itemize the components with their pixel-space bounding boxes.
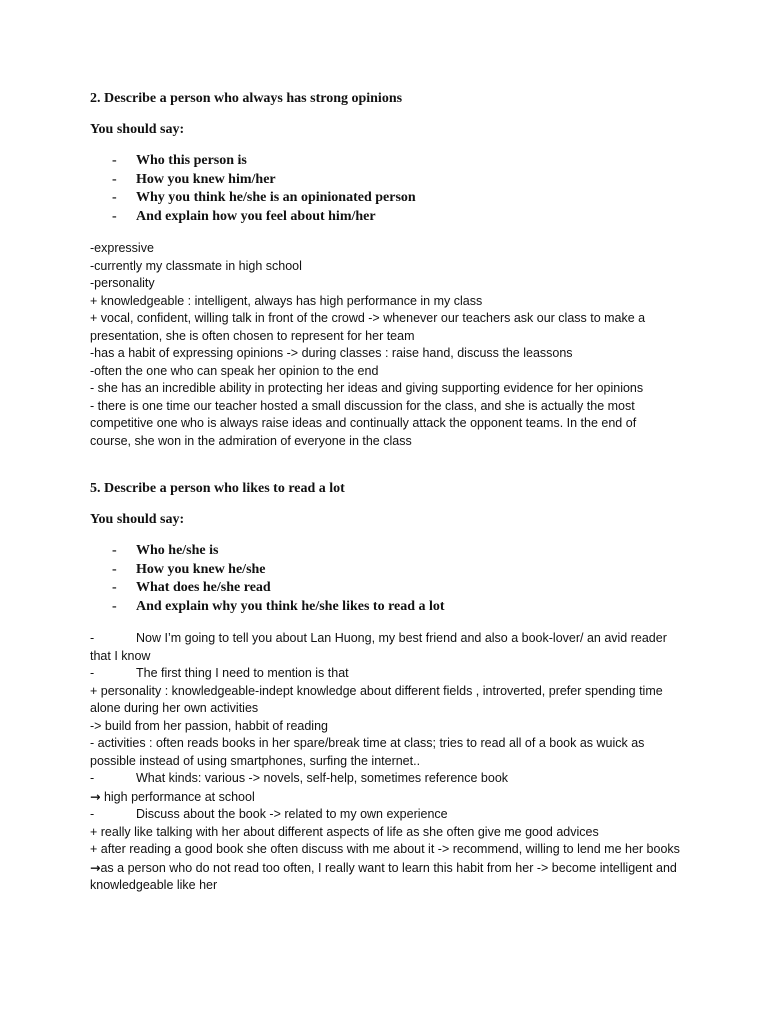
note-line: - there is one time our teacher hosted a small discussion for the class, and she is actually the most competitive one who is always raise ideas and continually attack the opponent teams. In the end of course, she won in the admiration of everyone in the class: [90, 398, 637, 448]
note-line: -has a habit of expressing opinions -> during classes : raise hand, discuss the leassons: [90, 346, 573, 360]
arrow-right-icon: →: [90, 788, 101, 804]
bullet-dash: -: [112, 190, 117, 205]
bullet-dash: -: [90, 631, 95, 645]
bullet-dash: -: [112, 208, 117, 224]
section-spacer: [90, 450, 680, 480]
note-line: + knowledgeable : intelligent, always has high performance in my class: [90, 293, 483, 308]
section2-you-should-say: You should say:: [90, 512, 185, 527]
bullet-dash: -: [112, 171, 117, 187]
bullet-dash: -: [112, 598, 117, 614]
section2-heading: 5. Describe a person who likes to read a lot: [90, 481, 345, 496]
note-line: - activities : often reads books in her spare/break time at class; tries to read all of a book as wuick as possible instead of using smartphones, surfing the internet..: [90, 736, 645, 768]
note-line: + really like talking with her about different aspects of life as she often give me good advices: [90, 824, 599, 839]
section1-heading: 2. Describe a person who always has strong opinions: [90, 91, 403, 106]
note-line: - she has an incredible ability in protecting her ideas and giving supporting evidence for her opinions: [90, 381, 644, 395]
arrow-right-icon: →: [90, 859, 101, 875]
note-line: -personality: [90, 276, 155, 290]
bullet-dash: -: [90, 666, 95, 680]
section2-notes: [90, 630, 680, 895]
list-item: - What does he/she read: [112, 580, 271, 595]
note-line: + vocal, confident, willing talk in front of the crowd -> whenever our teachers ask our class to make a presentation, she is often chosen to represent for her team: [90, 311, 646, 343]
list-item: - Who this person is: [112, 153, 247, 168]
bullet-dash: -: [112, 580, 117, 595]
note-line: -currently my classmate in high school: [90, 258, 302, 273]
note-line: - The first thing I need to mention is that: [90, 665, 680, 683]
bullet-dash: -: [112, 153, 117, 168]
note-line: -> build from her passion, habbit of reading: [90, 718, 328, 733]
list-item: - Why you think he/she is an opinionated person: [112, 190, 416, 205]
list-item: - How you knew he/she: [112, 561, 266, 577]
list-item: - Who he/she is: [112, 543, 219, 558]
document-page: [90, 90, 680, 895]
note-line: + after reading a good book she often discuss with me about it -> recommend, willing to lend me her books: [90, 842, 680, 856]
list-item: - How you knew him/her: [112, 171, 276, 187]
list-item: - And explain why you think he/she likes to read a lot: [112, 598, 445, 614]
section1-you-should-say: You should say:: [90, 122, 185, 137]
section2-prompt-list: [90, 542, 680, 616]
note-line: →as a person who do not read too often, I really want to learn this habit from her -> become intelligent and knowledgeable like her: [90, 859, 677, 892]
bullet-dash: -: [112, 561, 117, 577]
note-line: - What kinds: various -> novels, self-help, sometimes reference book: [90, 770, 680, 788]
note-line: - Now I’m going to tell you about Lan Huong, my best friend and also a book-lover/ an avid reader that I know: [90, 631, 667, 663]
list-item: - And explain how you feel about him/her: [112, 208, 376, 224]
note-line: + personality : knowledgeable-indept knowledge about different fields , introverted, prefer spending time alone during her own activities: [90, 683, 663, 715]
note-line: - Discuss about the book -> related to my own experience: [90, 806, 680, 824]
bullet-dash: -: [112, 543, 117, 558]
note-line: -often the one who can speak her opinion to the end: [90, 363, 379, 378]
bullet-dash: -: [90, 771, 95, 785]
bullet-dash: -: [90, 807, 95, 821]
section1-prompt-list: [90, 152, 680, 226]
note-line: -expressive: [90, 241, 154, 255]
section1-notes: [90, 240, 680, 450]
note-line: → high performance at school: [90, 788, 255, 804]
